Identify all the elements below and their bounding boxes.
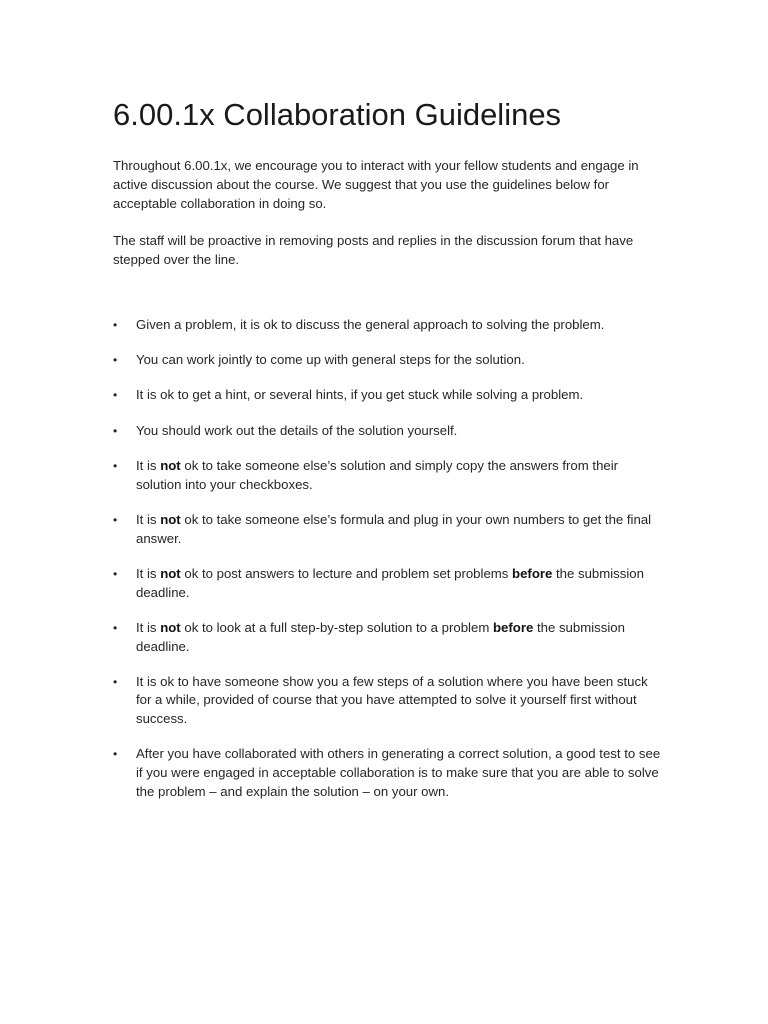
emphasis-text: not bbox=[160, 619, 181, 635]
bullet-icon: • bbox=[113, 620, 118, 635]
emphasis-text: not bbox=[160, 511, 181, 527]
guideline-text-part: It is ok to get a hint, or several hints, if you get stuck while solving a problem. bbox=[136, 387, 584, 403]
emphasis-text: not bbox=[160, 565, 181, 581]
bullet-icon: • bbox=[113, 674, 118, 689]
guideline-item bbox=[113, 351, 663, 370]
guideline-text-part: You should work out the details of the solution yourself. bbox=[136, 422, 458, 438]
guideline-item bbox=[113, 565, 663, 603]
guidelines-list bbox=[113, 316, 673, 818]
guideline-text bbox=[136, 746, 660, 799]
guideline-text bbox=[136, 566, 644, 600]
guideline-text-part: ok to take someone else’s formula and plug in your own numbers to get the final answer. bbox=[136, 511, 652, 546]
guideline-item bbox=[113, 422, 663, 441]
bullet-icon: • bbox=[113, 458, 118, 473]
guideline-text bbox=[136, 512, 651, 546]
bullet-icon: • bbox=[113, 512, 118, 527]
intro-paragraph: Throughout 6.00.1x, we encourage you to interact with your fellow students and engage in active discussion about the course. We suggest that you use the guidelines below for acceptable collaboration in doing so. bbox=[113, 158, 639, 211]
guideline-item bbox=[113, 619, 663, 657]
guideline-text-part: You can work jointly to come up with general steps for the solution. bbox=[136, 352, 525, 368]
emphasis-text: before bbox=[512, 565, 553, 581]
guideline-text bbox=[136, 674, 648, 727]
guideline-text-part: It is bbox=[136, 457, 161, 473]
guideline-text bbox=[136, 352, 525, 367]
guideline-text-part: ok to post answers to lecture and problem set problems bbox=[180, 565, 513, 581]
guideline-text-part: ok to take someone else’s solution and simply copy the answers from their solution into your checkboxes. bbox=[136, 457, 619, 492]
bullet-icon: • bbox=[113, 747, 118, 762]
guideline-text-part: the submission deadline. bbox=[136, 565, 644, 600]
staff-note-paragraph: The staff will be proactive in removing posts and replies in the discussion forum that have stepped over the line. bbox=[113, 233, 634, 267]
guideline-item bbox=[113, 511, 663, 549]
guideline-text-part: It is bbox=[136, 619, 161, 635]
bullet-icon: • bbox=[113, 566, 118, 581]
guideline-text-part: It is bbox=[136, 565, 161, 581]
guideline-text-part: It is bbox=[136, 511, 161, 527]
guideline-text-part: It is ok to have someone show you a few steps of a solution where you have been stuck for a while, provided of course that you have attempted to solve it yourself first without success. bbox=[136, 673, 648, 727]
bullet-icon: • bbox=[113, 318, 118, 332]
bullet-icon: • bbox=[113, 353, 118, 368]
guideline-item bbox=[113, 386, 663, 405]
guideline-item bbox=[113, 745, 663, 801]
emphasis-text: before bbox=[492, 619, 534, 635]
guideline-item bbox=[113, 457, 663, 495]
guideline-text bbox=[136, 620, 625, 654]
guideline-text bbox=[136, 423, 457, 438]
guideline-item bbox=[113, 316, 663, 335]
guideline-text-part: ok to look at a full step-by-step solution to a problem bbox=[180, 619, 493, 635]
guideline-item bbox=[113, 673, 663, 729]
guideline-text-part: After you have collaborated with others in generating a correct solution, a good test to see if you were engaged in acceptable collaboration is to make sure that you are able to solve the problem – and explain the solution – on your own. bbox=[136, 746, 661, 800]
guideline-text bbox=[136, 458, 618, 492]
guideline-text bbox=[136, 317, 604, 332]
guideline-text bbox=[136, 387, 583, 402]
guideline-text-part: Given a problem, it is ok to discuss the general approach to solving the problem. bbox=[136, 317, 605, 332]
guideline-text-part: the submission deadline. bbox=[136, 619, 625, 654]
emphasis-text: not bbox=[160, 457, 181, 473]
page-title: 6.00.1x Collaboration Guidelines bbox=[113, 97, 562, 132]
bullet-icon: • bbox=[113, 388, 118, 403]
bullet-icon: • bbox=[113, 423, 118, 438]
